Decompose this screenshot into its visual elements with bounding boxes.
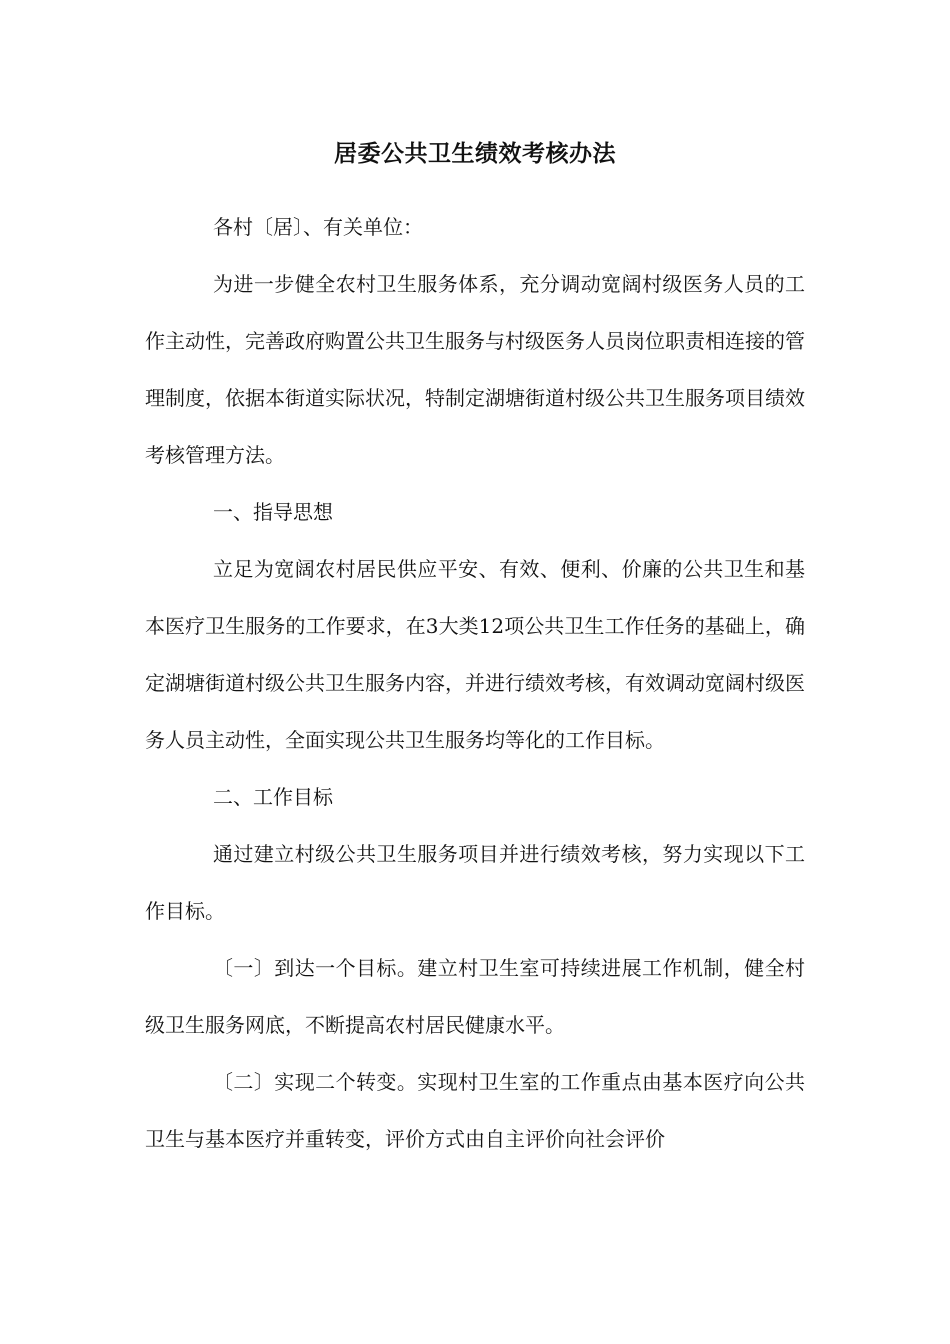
intro-paragraph: 为进一步健全农村卫生服务体系，充分调动宽阔村级医务人员的工作主动性，完善政府购置公共卫生服务与村级医务人员岗位职责相连接的管理制度，依据本街道实际状况，特制定湖塘街道村级公共卫生服务项目绩效考核管理方法。 [145,272,805,467]
section-heading-guiding-ideology: 一、指导思想 [213,500,333,524]
document-body [145,199,805,1168]
section-heading-work-goals: 二、工作目标 [213,785,333,809]
goal-item-two: 〔二〕实现二个转变。实现村卫生室的工作重点由基本医疗向公共卫生与基本医疗并重转变，评价方式由自主评价向社会评价 [145,1070,805,1151]
work-goals-paragraph: 通过建立村级公共卫生服务项目并进行绩效考核，努力实现以下工作目标。 [145,842,805,923]
salutation-paragraph: 各村〔居〕、有关单位： [213,215,423,239]
guiding-ideology-paragraph: 立足为宽阔农村居民供应平安、有效、便利、价廉的公共卫生和基本医疗卫生服务的工作要求，在3大类12项公共卫生工作任务的基础上，确定湖塘街道村级公共卫生服务内容，并进行绩效考核，有效调动宽阔村级医务人员主动性，全面实现公共卫生服务均等化的工作目标。 [145,557,805,752]
goal-item-one: 〔一〕到达一个目标。建立村卫生室可持续进展工作机制，健全村级卫生服务网底，不断提高农村居民健康水平。 [145,956,805,1037]
document-title: 居委公共卫生绩效考核办法 [334,141,616,167]
